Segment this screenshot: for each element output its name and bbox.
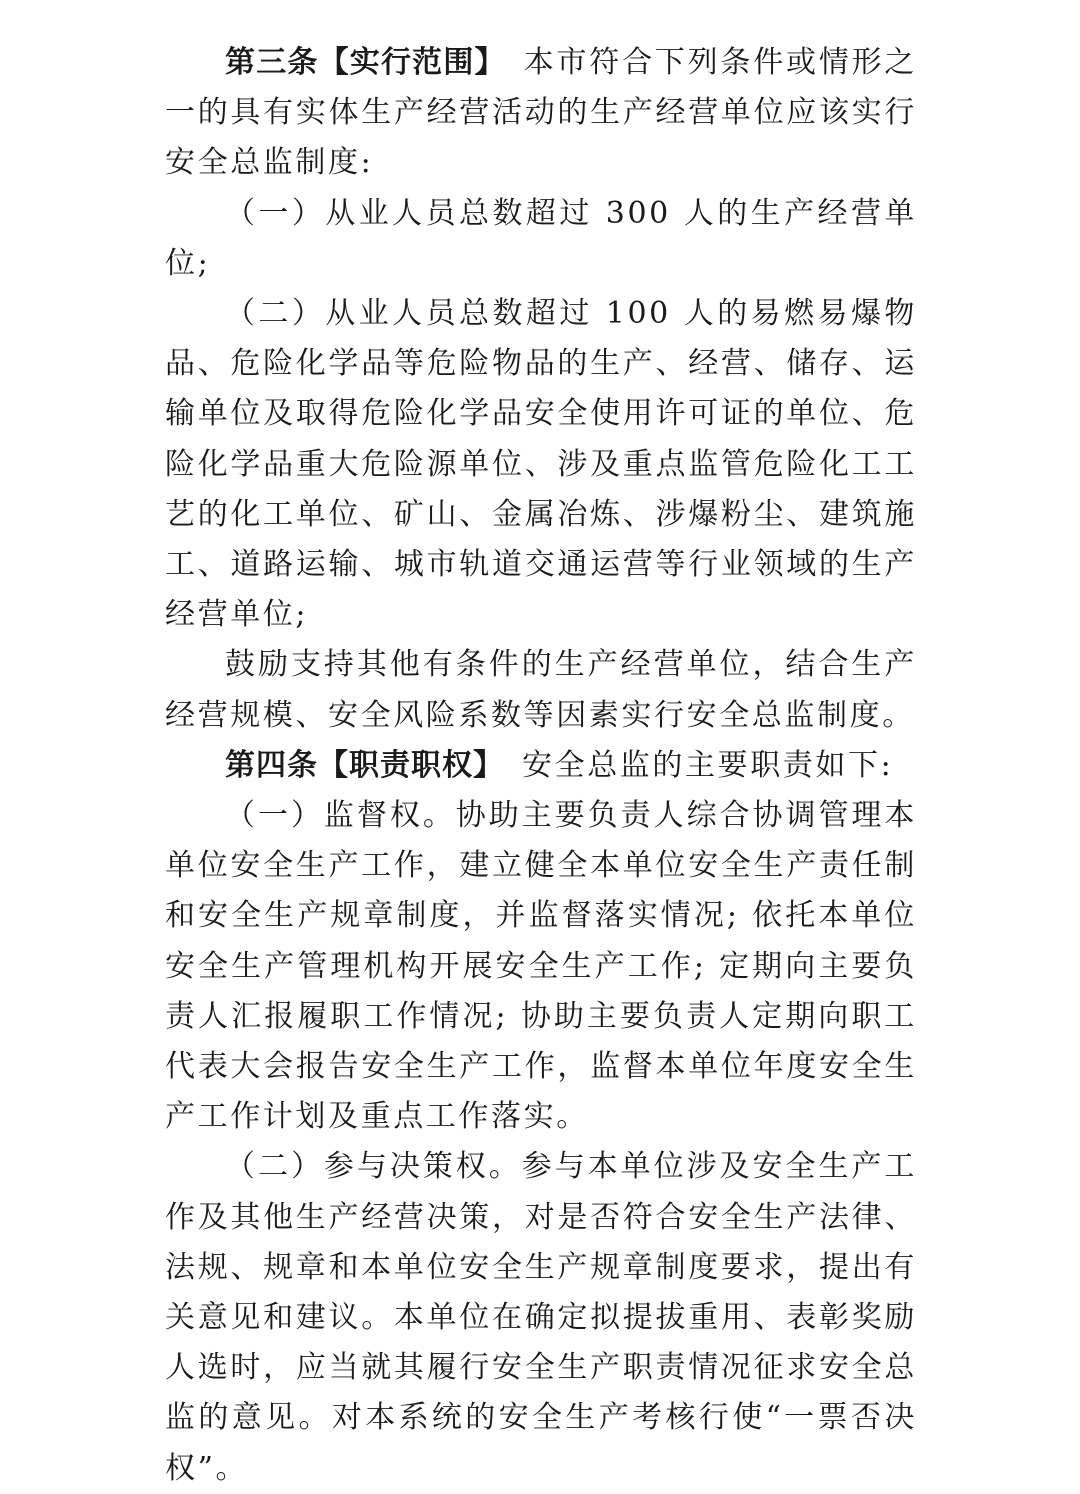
- article-3-item-2: （二）从业人员总数超过 100 人的易燃易爆物品、危险化学品等危险物品的生产、经营、储存、运输单位及取得危险化学品安全使用许可证的单位、危险化学品重大危险源单位、涉及重点监管危险化工工艺的化工单位、矿山、金属冶炼、涉爆粉尘、建筑施工、道路运输、城市轨道交通运营等行业领域的生产经营单位;: [165, 296, 917, 633]
- article-4-item-1: （一）监督权。协助主要负责人综合协调管理本单位安全生产工作，建立健全本单位安全生产责任制和安全生产规章制度，并监督落实情况; 依托本单位安全生产管理机构开展安全生产工作; 定期向主要负责人汇报履职工作情况; 协助主要负责人定期向职工代表大会报告安全生产工作，监督本单位年度安全生产工作计划及重点工作落实。: [165, 798, 917, 1135]
- article-4-intro-text: 安全总监的主要职责如下:: [522, 747, 894, 783]
- article-3-encourage-paragraph: 鼓励支持其他有条件的生产经营单位，结合生产经营规模、安全风险系数等因素实行安全总监制度。: [165, 647, 917, 733]
- article-3-intro-text: 本市符合下列条件或情形之一的具有实体生产经营活动的生产经营单位应该实行安全总监制度:: [165, 45, 918, 181]
- article-4-item-2: （二）参与决策权。参与本单位涉及安全生产工作及其他生产经营决策，对是否符合安全生产法律、法规、规章和本单位安全生产规章制度要求，提出有关意见和建议。本单位在确定拟提拔重用、表彰奖励人选时，应当就其履行安全生产职责情况征求安全总监的意见。对本系统的安全生产考核行使“一票否决权”。: [165, 1149, 917, 1486]
- article-3-item-1: （一）从业人员总数超过 300 人的生产经营单位;: [165, 195, 917, 281]
- article-3-heading: 第三条【实行范围】: [225, 45, 506, 80]
- article-4-heading: 第四条【职责职权】: [225, 747, 504, 783]
- document-page: [165, 38, 917, 1494]
- article-4-intro-paragraph: [165, 741, 917, 791]
- article-3-intro-paragraph: [165, 38, 917, 189]
